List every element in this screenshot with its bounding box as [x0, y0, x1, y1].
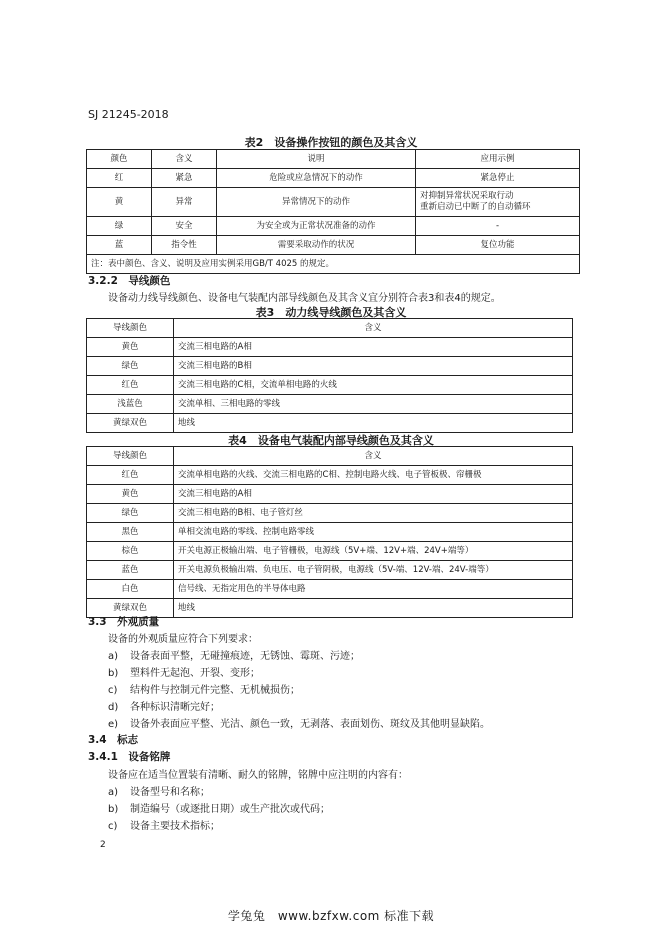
list-item [108, 783, 210, 798]
table-cell: 黄绿双色 [87, 414, 174, 433]
table-cell: 为安全或为正常状况准备的动作 [217, 217, 416, 236]
list-item-text: 各种标识清晰完好； [130, 702, 220, 713]
list-item-text: 结构件与控制元件完整、无机械损伤； [130, 685, 300, 696]
table-row [87, 376, 573, 395]
table-note-row [87, 255, 580, 274]
table-cell: 交流单相电路的火线、交流三相电路的C相、控制电路火线、电子管板极、帘栅极 [174, 466, 573, 485]
section-3-2-2-title: 3.2.2 导线颜色 [88, 275, 171, 287]
table-row [87, 236, 580, 255]
table-row [87, 599, 573, 618]
table-cell: 绿 [87, 217, 152, 236]
table-row [87, 395, 573, 414]
table-cell: 黄绿双色 [87, 599, 174, 618]
table-cell: 安全 [152, 217, 217, 236]
list-item-label: c) [108, 821, 118, 832]
table2 [86, 149, 580, 274]
table-cell: 绿色 [87, 357, 174, 376]
table-cell-line: 对抑制异常状况采取行动 [420, 191, 514, 201]
table-cell: 交流单相、三相电路的零线 [174, 395, 573, 414]
table-row [87, 169, 580, 188]
list-item-text: 设备外表面应平整、光洁、颜色一致，无剥落、表面划伤、斑纹及其他明显缺陷。 [130, 719, 490, 730]
table-cell: 浅蓝色 [87, 395, 174, 414]
table-cell: 紧急停止 [416, 169, 580, 188]
footer-watermark: 学兔兔 www.bzfxw.com 标准下载 [227, 909, 435, 923]
page-number: 2 [100, 840, 106, 850]
list-item [108, 817, 220, 832]
table-cell: 交流三相电路的B相、电子管灯丝 [174, 504, 573, 523]
table-header-cell: 说明 [217, 150, 416, 169]
table-row [87, 542, 573, 561]
list-item-text: 设备表面平整，无碰撞痕迹，无锈蚀、霉斑、污迹； [130, 651, 360, 662]
list-item-label: c) [108, 685, 118, 696]
table-cell: 交流三相电路的A相 [174, 338, 573, 357]
table-cell: 绿色 [87, 504, 174, 523]
list-item [108, 698, 220, 713]
table-cell: 交流三相电路的A相 [174, 485, 573, 504]
list-item [108, 681, 300, 696]
table-cell: 蓝 [87, 236, 152, 255]
section-3-4-1-title: 3.4.1 设备铭牌 [88, 751, 171, 763]
table-row [87, 504, 573, 523]
table-row [87, 217, 580, 236]
list-item [108, 715, 490, 730]
list-item-label: d) [108, 702, 119, 713]
table3-caption: 表3 动力线导线颜色及其含义 [255, 306, 407, 319]
table-cell: 交流三相电路的C相，交流单相电路的火线 [174, 376, 573, 395]
table-cell: 红色 [87, 466, 174, 485]
table-row [87, 466, 573, 485]
table-row [87, 414, 573, 433]
list-item [108, 664, 260, 679]
table-cell: 地线 [174, 599, 573, 618]
list-item-label: b) [108, 804, 119, 815]
list-item-label: a) [108, 787, 119, 798]
table-header-cell: 导线颜色 [87, 447, 174, 466]
table-cell: 危险或应急情况下的动作 [217, 169, 416, 188]
table-cell: 黄色 [87, 485, 174, 504]
table2-caption: 表2 设备操作按钮的颜色及其含义 [244, 136, 418, 149]
table-row [87, 357, 573, 376]
list-item-text: 制造编号（或逐批日期）或生产批次或代码； [130, 804, 330, 815]
table-header-cell: 含义 [152, 150, 217, 169]
table-cell: 棕色 [87, 542, 174, 561]
table-row [87, 523, 573, 542]
list-item [108, 647, 360, 662]
list-item-label: b) [108, 668, 119, 679]
list-item-text: 设备主要技术指标； [130, 821, 220, 832]
table-row [87, 188, 580, 217]
table-header-cell: 含义 [174, 447, 573, 466]
table-header-cell: 应用示例 [416, 150, 580, 169]
table-row [87, 580, 573, 599]
table-cell: 单相交流电路的零线、控制电路零线 [174, 523, 573, 542]
table-cell: 开关电源负极输出端、负电压、电子管阴极，电源线（5V-端、12V-端、24V-端等） [174, 561, 573, 580]
table-cell: 黄 [87, 188, 152, 217]
table-row [87, 561, 573, 580]
table-cell-line: 重新启动已中断了的自动循环 [420, 202, 531, 212]
table-cell: 红 [87, 169, 152, 188]
table3 [86, 318, 573, 433]
section-3-4-title: 3.4 标志 [88, 734, 139, 746]
table-cell: 地线 [174, 414, 573, 433]
table-row [87, 338, 573, 357]
section-3-4-1-text: 设备应在适当位置装有清晰、耐久的铭牌，铭牌中应注明的内容有： [108, 770, 408, 781]
table-row [87, 485, 573, 504]
table4-caption: 表4 设备电气装配内部导线颜色及其含义 [228, 434, 434, 447]
table-cell: 指令性 [152, 236, 217, 255]
table-cell: 蓝色 [87, 561, 174, 580]
table-cell: 开关电源正极输出端、电子管栅极，电源线（5V+端、12V+端、24V+端等） [174, 542, 573, 561]
list-item [108, 800, 330, 815]
table-header-row [87, 150, 580, 169]
table-cell [416, 188, 580, 217]
table-cell: 交流三相电路的B相 [174, 357, 573, 376]
table-cell: 黑色 [87, 523, 174, 542]
table-cell: 复位功能 [416, 236, 580, 255]
table-cell: 信号线、无指定用色的半导体电路 [174, 580, 573, 599]
table-header-cell: 颜色 [87, 150, 152, 169]
table-header-cell: 导线颜色 [87, 319, 174, 338]
table-cell: - [416, 217, 580, 236]
document-header: SJ 21245-2018 [88, 108, 169, 121]
section-3-3-title: 3.3 外观质量 [88, 616, 160, 628]
table-cell: 异常 [152, 188, 217, 217]
table-cell: 紧急 [152, 169, 217, 188]
section-3-2-2-text: 设备动力线导线颜色、设备电气装配内部导线颜色及其含义宜分别符合表3和表4的规定。 [108, 293, 501, 304]
list-item-text: 塑料件无起泡、开裂、变形； [130, 668, 260, 679]
table-cell: 黄色 [87, 338, 174, 357]
table-header-row [87, 319, 573, 338]
list-item-text: 设备型号和名称； [130, 787, 210, 798]
list-item-label: e) [108, 719, 119, 730]
table4 [86, 446, 573, 618]
list-item-label: a) [108, 651, 119, 662]
section-3-3-text: 设备的外观质量应符合下列要求： [108, 634, 258, 645]
table-cell: 异常情况下的动作 [217, 188, 416, 217]
table-cell: 红色 [87, 376, 174, 395]
table-cell: 白色 [87, 580, 174, 599]
table-cell: 需要采取动作的状况 [217, 236, 416, 255]
table-header-cell: 含义 [174, 319, 573, 338]
table-header-row [87, 447, 573, 466]
table2-note: 注：表中颜色、含义、说明及应用实例采用GB/T 4025 的规定。 [87, 255, 580, 274]
